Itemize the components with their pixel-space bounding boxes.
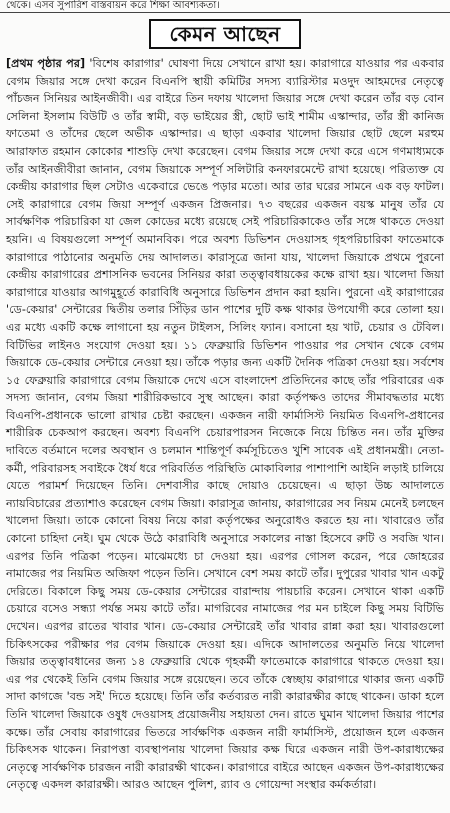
article-text: 'বিশেষ কারাগার' ঘোষণা দিয়ে সেখানে রাখা হয়। কারাগারে যাওয়ার পর একবার বেগম জিয়ার সঙ্গে দেখা করেন বিএনপি স্থায়ী কমিটির সদস্য ব্যারিস্টার মওদুদ আহমদের নেতৃত্বে পাঁচজন সিনিয়র আইনজীবী। এর বাইরে তিন দফায় খালেদা জিয়ার সঙ্গে দেখা করেন তাঁর বড় বোন সেলিনা ইসলাম বিউটি ও তাঁর স্বামী, বড় ভাইয়ের স্ত্রী, ছোট ভাই শামীম এস্কান্দার, তাঁর স্ত্রী কানিজ ফাতেমা ও তাঁদের ছেলে অভীক এস্কান্দার। এ ছাড়া একবার খালেদা জিয়ার ছোট ছেলে মরহুম আরাফাত রহমান কোকোর শাশুড়ি দেখা করেছেন। বেগম জিয়ার সঙ্গে দেখা করে এসে গণমাধ্যমকে তাঁর আইনজীবীরা জানান, বেগম জিয়াকে সম্পূর্ণ সলিটারি কনফারমেন্টে রাখা হয়েছে। পরিত্যক্ত যে কেন্দ্রীয় কারাগার ছিল সেটাও একেবারে ভেঙে পড়ার মতো। আর তার ঘরের সামনে এক বড় ফাটল। সেই কারাগারে বেগম জিয়া সম্পূর্ণ একজন প্রিজনার। ৭৩ বছরের একজন বয়স্ক মানুষ তাঁর যে সার্বক্ষণিক পরিচারিকা যা জেল কোডের মধ্যে রয়েছে সেই পরিচারিকাকেও তাঁর সঙ্গে থাকতে দেওয়া হয়নি। এ বিষয়গুলো সম্পূর্ণ অমানবিক। পরে অবশ্য ডিভিশন দেওয়াসহ গৃহপরিচারিকা ফাতেমাকে কারাগারে পাঠানোর অনুমতি দেয় আদালত। কারাসূত্রে জানা যায়, খালেদা জিয়াকে প্রথমে পুরনো কেন্দ্রীয় কারাগারের প্রশাসনিক ভবনের সিনিয়র কারা তত্ত্বাবধায়কের কক্ষে রাখা হয়। খালেদা জিয়া কারাগারে যাওয়ার আগমুহূর্তে কারাবিধি অনুসারে ডিভিশন প্রদান করা হয়নি। পুরনো এই কারাগারের 'ডে-কেয়ার' সেন্টারের দ্বিতীয় তলার সিঁড়ির ডান পাশের দুটি কক্ষ থাকার উপযোগী করে তোলা হয়। এর মধ্যে একটি কক্ষে লাগানো হয় নতুন টাইলস, সিলিং ফ্যান। বসানো হয় খাট, চেয়ার ও টেবিল। বিটিভির লাইনও সংযোগ দেওয়া হয়। ১১ ফেব্রুয়ারি ডিভিশন পাওয়ার পর সেখান থেকে বেগম জিয়াকে ডে-কেয়ার সেন্টারে নেওয়া হয়। তাঁকে পড়ার জন্য একটি দৈনিক পত্রিকা দেওয়া হয়। সর্বশেষ ১৫ ফেব্রুয়ারি কারাগারে বেগম জিয়াকে দেখে এসে বাংলাদেশ প্রতিদিনের কাছে তাঁর পরিবারের এক সদস্য জানান, বেগম জিয়া শারীরিকভাবে সুস্থ আছেন। কারা কর্তৃপক্ষও তাদের সীমাবদ্ধতার মধ্যে বিএনপি-প্রধানকে ভালো রাখার চেষ্টা করছেন। একজন নারী ফার্মাসিস্ট নিয়মিত বিএনপি-প্রধানের শারীরিক চেকআপ করছেন। অবশ্য বিএনপি চেয়ারপারসন নিজেকে নিয়ে চিন্তিত নন। তাঁর মুক্তির দাবিতে বর্তমানে দলের অবস্থান ও চলমান শান্তিপূর্ণ কর্মসূচিতেও খুশি সাবেক এই প্রধানমন্ত্রী। নেতা-কর্মী, পরিবারসহ সবাইকে ধৈর্য ধরে পরিবর্তিত পরিস্থিতি মোকাবিলার পাশাপাশি আইনি লড়াই চালিয়ে যেতে পরামর্শ দিয়েছেন তিনি। দেশবাসীর কাছে দোয়াও চেয়েছেন। এ ছাড়া উচ্চ আদালতে ন্যায়বিচারের প্রত্যাশাও করেছেন বেগম জিয়া। কারাসূত্র জানায়, কারাগারের সব নিয়ম মেনেই চলছেন খালেদা জিয়া। তাকে কোনো বিষয় নিয়ে কারা কর্তৃপক্ষের অনুরোধও করতে হয় না। খাবারেও তাঁর কোনো চাহিদা নেই। ঘুম থেকে উঠে কারাবিধি অনুসারে সকালের নাস্তা হিসেবে রুটি ও সবজি খান। এরপর তিনি পত্রিকা পড়েন। মাঝেমধ্যে চা দেওয়া হয়। এরপর গোসল করেন, পরে জোহরের নামাজের পর নিয়মিত অজিফা পড়েন তিনি। সেখানে বেশ সময় কাটে তাঁর। দুপুরের খাবার খান একটু দেরিতে। বিকালে কিছু সময় ডে-কেয়ার সেন্টারের বারান্দায় পায়চারি করেন। সেখানে থাকা একটি চেয়ারে বসেও সন্ধ্যা পর্যন্ত সময় কাটে তাঁর। মাগরিবের নামাজের পর মন চাইলে কিছু সময় বিটিভি দেখেন। এরপর রাতের খাবার খান। ডে-কেয়ার সেন্টারেই তাঁর খাবার রান্না করা হয়। খাবারগুলো চিকিৎসকের পরীক্ষার পর বেগম জিয়াকে দেওয়া হয়। এদিকে আদালতের অনুমতি নিয়ে খালেদা জিয়ার তত্ত্বাবধানের জন্য ১৪ ফেব্রুয়ারি থেকে গৃহকর্মী ফাতেমাকে কারাগারে থাকতে দেওয়া হয়। এর পর থেকেই তিনি বেগম জিয়ার সঙ্গে রয়েছেন। তবে তাঁকে স্বেচ্ছায় কারাগারে থাকার জন্য একটি সাদা কাগজে 'বন্ড সই' দিতে হয়েছে। তিনি তাঁর কর্তব্যরত নারী কারারক্ষীর কাছে থাকেন। ডাকা হলে তিনি খালেদা জিয়াকে ওষুধ দেওয়াসহ প্রয়োজনীয় সহায়তা দেন। রাতে ঘুমান খালেদা জিয়ার পাশের কক্ষে। তাঁর সেবায় কারাগারের ভিতরে সার্বক্ষণিক একজন নারী ফার্মাসিস্ট, প্রয়োজন হলে একজন চিকিৎসক থাকেন। নিরাপত্তা ব্যবস্থাপনায় খালেদা জিয়ার কক্ষ ঘিরে একজন নারী উপ-কারাধ্যক্ষের নেতৃত্বে সার্বক্ষণিক চারজন নারী কারারক্ষী থাকেন। কারাগারে বাইরে আছেন একজন উপ-কারাধ্যক্ষের নেতৃত্বে একদল কারারক্ষী। আরও আছেন পুলিশ, র‌্যাব ও গোয়েন্দা সংস্থার কর্মকর্তারা। — [6, 57, 445, 792]
article-body — [0, 49, 450, 794]
article-paragraph — [6, 55, 444, 794]
continued-from-front-page-label: [প্রথম পৃষ্ঠার পর] — [6, 57, 86, 70]
headline-container — [0, 19, 450, 49]
previous-article-fragment: থেকে। এসব সুপারিশ বাস্তবায়ন করে শিক্ষা আবশ্যকতা। — [0, 0, 450, 13]
article-headline: কেমন আছেন — [149, 19, 300, 49]
